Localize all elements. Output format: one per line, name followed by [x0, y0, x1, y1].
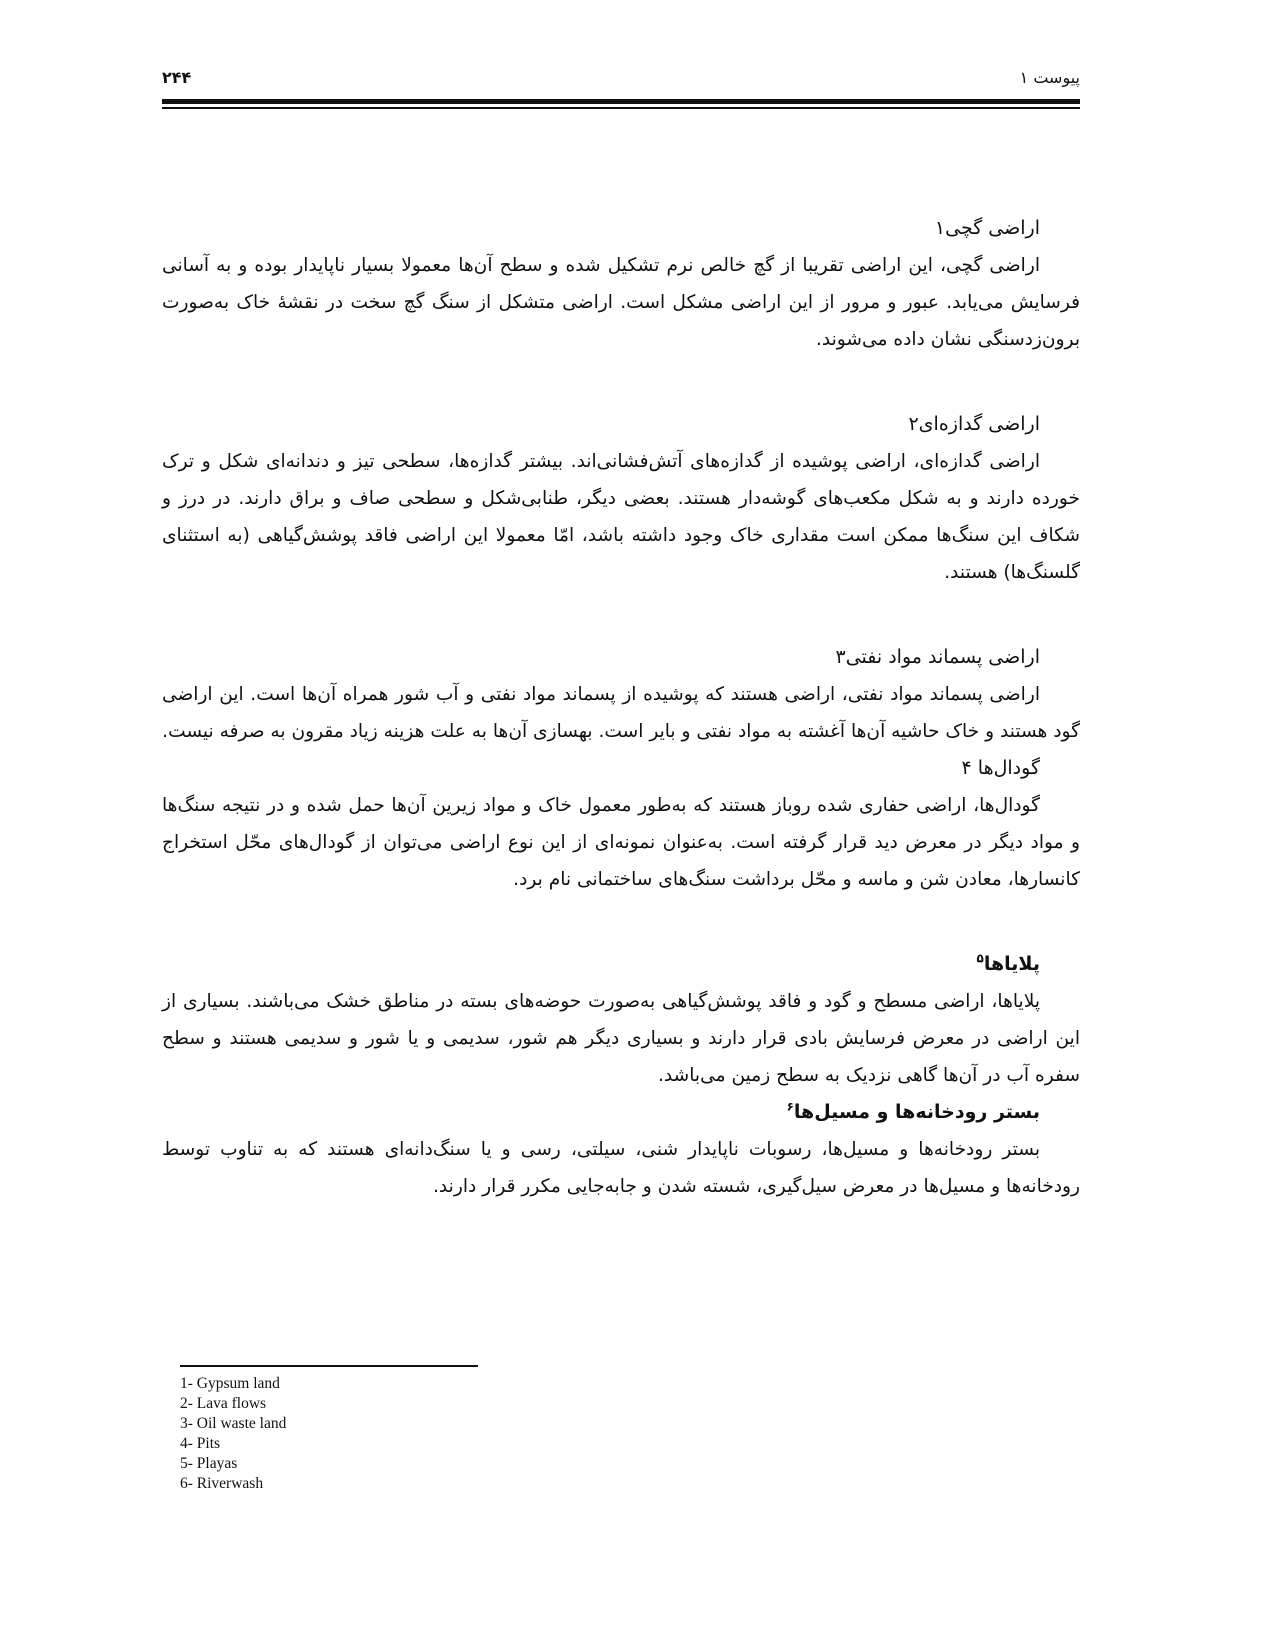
section-heading: گودال‌ها ۴	[961, 757, 1040, 779]
footnote-item: 5- Playas	[180, 1455, 238, 1472]
section-heading: اراضی گچی۱	[934, 217, 1040, 239]
footnote-item: 3- Oil waste land	[180, 1415, 287, 1432]
footnote-item: 1- Gypsum land	[180, 1375, 280, 1392]
section-spacer	[162, 898, 1080, 946]
header-rule-thick	[162, 99, 1080, 104]
section-lava-flows	[162, 406, 1080, 591]
footnotes-list	[180, 1374, 580, 1494]
running-title: پیوست ۱	[1019, 68, 1080, 87]
header-rule-thin	[162, 107, 1080, 109]
section-body: بستر رودخانه‌ها و مسیل‌ها، رسوبات ناپایدار شنی، سیلتی، رسی و یا سنگ‌دانه‌ای هستند که به تناوب توسط رودخانه‌ها و مسیل‌ها در معرض سیل‌گیری، شسته شدن و جابه‌جایی مکرر قرار دارند.	[162, 1139, 1080, 1197]
footnote-item: 6- Riverwash	[180, 1475, 264, 1492]
section-riverwash	[162, 1094, 1080, 1205]
section-spacer	[162, 591, 1080, 639]
section-playas	[162, 946, 1080, 1094]
footnote-separator	[180, 1365, 478, 1367]
section-oil-waste-land	[162, 639, 1080, 750]
section-heading	[162, 1094, 1080, 1131]
page-header	[162, 66, 1080, 90]
footnote-item: 4- Pits	[180, 1435, 221, 1452]
section-body: اراضی گدازه‌ای، اراضی پوشیده از گدازه‌های آتش‌فشانی‌اند. بیشتر گدازه‌ها، سطحی تیز و دندانه‌ای شکل و ترک خورده دارند و به شکل مکعب‌های گوشه‌دار هستند. بعضی دیگر، طنابی‌شکل و سطحی صاف و براق دارند. در درز و شکاف این سنگ‌ها ممکن است مقداری خاک وجود داشته باشد، امّا معمولا این اراضی فاقد پوشش‌گیاهی (به استثنای گلسنگ‌ها) هستند.	[162, 451, 1080, 583]
section-heading: اراضی گدازه‌ای۲	[908, 413, 1040, 435]
section-heading-text: بستر رودخانه‌ها و مسیل‌ها	[793, 1101, 1040, 1123]
section-heading-text: پلایاها	[983, 953, 1040, 975]
section-body: پلایاها، اراضی مسطح و گود و فاقد پوشش‌گیاهی به‌صورت حوضه‌های بسته در مناطق خشک می‌باشند. بسیاری از این اراضی در معرض فرسایش بادی قرار دارند و بسیاری دیگر هم شور، سدیمی و یا شور و سدیمی هستند و سطح سفره آب در آن‌ها گاهی نزدیک به سطح زمین می‌باشد.	[162, 991, 1080, 1086]
footnote-marker: ۵	[976, 951, 984, 966]
section-body: اراضی گچی، این اراضی تقریبا از گچ خالص نرم تشکیل شده و سطح آن‌ها معمولا بسیار ناپایدار بوده و به آسانی فرسایش می‌یابد. عبور و مرور از این اراضی مشکل است. اراضی متشکل از سنگ گچ سخت در نقشهٔ خاک به‌صورت برون‌زدسنگی نشان داده می‌شوند.	[162, 255, 1080, 350]
section-heading: اراضی پسماند مواد نفتی۳	[835, 646, 1040, 668]
footnote-marker: ۶	[786, 1099, 794, 1114]
footnote-item: 2- Lava flows	[180, 1395, 267, 1412]
page-content	[162, 210, 1080, 1205]
section-heading	[162, 946, 1080, 983]
section-body: گودال‌ها، اراضی حفاری شده روباز هستند که به‌طور معمول خاک و مواد زیرین آن‌ها حمل شده و در نتیجه سنگ‌ها و مواد دیگر در معرض دید قرار گرفته است. به‌عنوان نمونه‌ای از این نوع اراضی می‌توان از گودال‌های محّل استخراج کانسارها، معادن شن و ماسه و محّل برداشت سنگ‌های ساختمانی نام برد.	[162, 795, 1080, 890]
section-gypsum-land	[162, 210, 1080, 358]
section-pits	[162, 750, 1080, 898]
page-number: ۲۴۴	[162, 68, 192, 87]
section-spacer	[162, 358, 1080, 406]
section-body: اراضی پسماند مواد نفتی، اراضی هستند که پوشیده از پسماند مواد نفتی و آب شور همراه آن‌ها است. این اراضی گود هستند و خاک حاشیه آن‌ها آغشته به مواد نفتی و بایر است. بهسازی آن‌ها به علت هزینه زیاد مقرون به صرفه نیست.	[162, 684, 1080, 742]
